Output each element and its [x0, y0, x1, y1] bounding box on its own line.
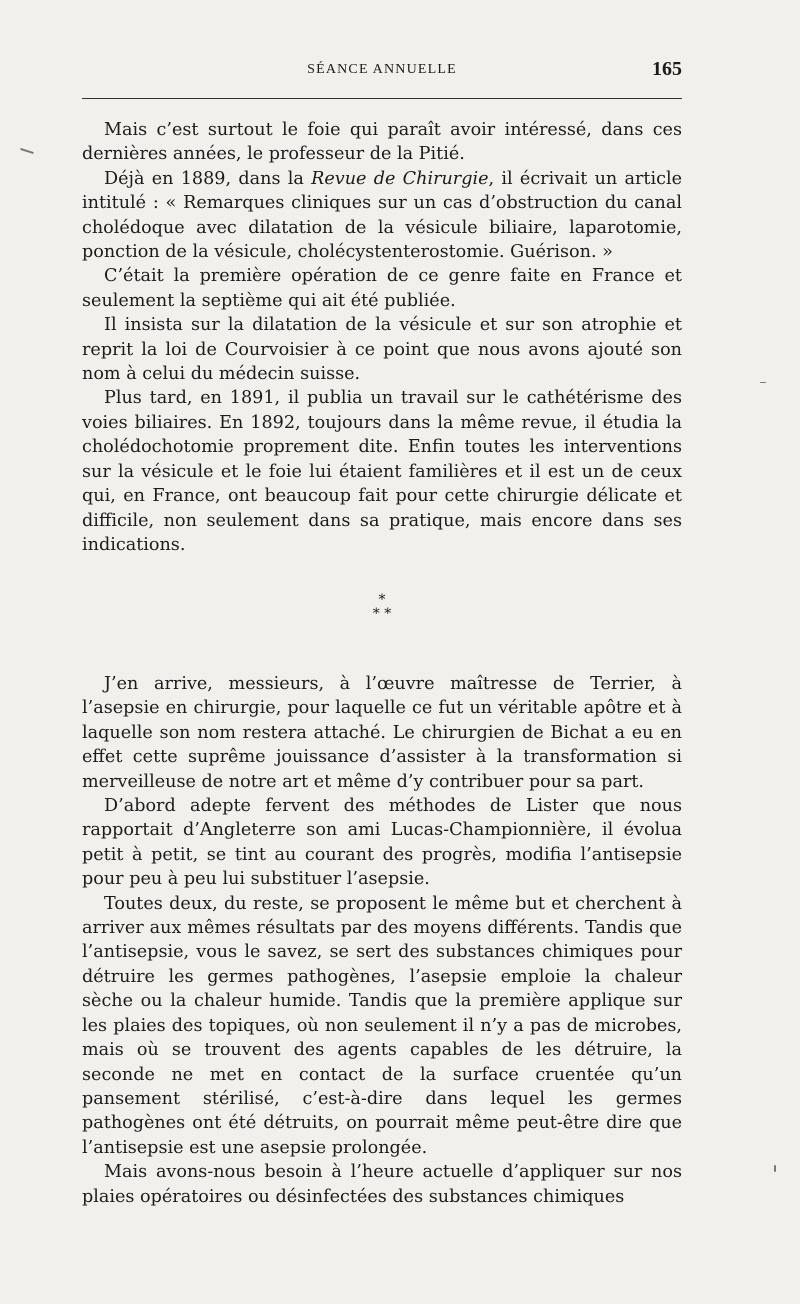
paragraph-text: Déjà en 1889, dans la [104, 168, 312, 189]
page-number: 165 [652, 58, 682, 80]
text-block-asepsis [82, 672, 682, 1209]
asterism-bottom: * * [372, 606, 392, 622]
paragraph: Toutes deux, du reste, se proposent le même but et cherchent à arriver aux mêmes résultats par des moyens différents. Tandis que l’antisepsie, vous le savez, se sert des substances chimiques pour détruire les germes pathogènes, l’asepsie emploie la chaleur sèche ou la chaleur humide. Tandis que la première applique sur les plaies des topiques, où non seulement il n’y a pas de microbes, mais où se trouvent des agents capables de les détruire, la seconde ne met en contact de la surface cruentée qu’un pansement stérilisé, c’est-à-dire dans lequel les germes pathogènes ont été détruits, on pourrait même peut-être dire que l’antisepsie est une asepsie prolongée. [82, 893, 682, 1158]
paragraph: C’était la première opération de ce genre faite en France et seulement la septième qui ait été publiée. [82, 266, 682, 311]
text-block-liver-surgery [82, 118, 682, 557]
paragraph: Mais c’est surtout le foie qui paraît avoir intéressé, dans ces dernières années, le professeur de la Pitié. [82, 120, 682, 165]
paragraph: Plus tard, en 1891, il publia un travail sur le cathétérisme des voies biliaires. En 1892, toujours dans la même revue, il étudia la cholédochotomie proprement dite. Enfin toutes les interventions sur la vésicule et le foie lui étaient familières et il est un de ceux qui, en France, ont beaucoup fait pour cette chirurgie délicate et difficile, non seulement dans sa pratique, mais encore dans ses indications. [82, 388, 682, 555]
paragraph-text: , il écrivait un article intitulé : « Remarques cliniques sur un cas d’obstruction du canal cholédoque avec dilatation de la vésicule biliaire, laparotomie, ponction de la vésicule, cholécystenterostomie. Guérison. » [82, 168, 683, 263]
paragraph: Mais avons-nous besoin à l’heure actuelle d’appliquer sur nos plaies opératoires ou désinfectées des substances chimiques [82, 1162, 682, 1207]
running-title: SÉANCE ANNUELLE [307, 62, 457, 77]
journal-title: Revue de Chirurgie [311, 168, 489, 189]
header-rule [82, 98, 682, 99]
print-speck [20, 148, 34, 154]
asterism-divider [82, 593, 682, 621]
print-speck [774, 1165, 776, 1172]
asterism-top: * [378, 592, 386, 608]
paragraph: J’en arrive, messieurs, à l’œuvre maîtresse de Terrier, à l’asepsie en chirurgie, pour laquelle ce fut un véritable apôtre et à laquelle son nom restera attaché. Le chirurgien de Bichat a eu en effet cette suprême jouissance d’assister à la transformation si merveilleuse de notre art et même d’y contribuer pour sa part. [82, 674, 682, 792]
paragraph: Il insista sur la dilatation de la vésicule et sur son atrophie et reprit la loi de Courvoisier à ce point que nous avons ajouté son nom à celui du médecin suisse. [82, 315, 682, 385]
running-head [82, 60, 682, 82]
paragraph [82, 167, 682, 265]
print-speck [760, 382, 766, 383]
paragraph: D’abord adepte fervent des méthodes de Lister que nous rapportait d’Angleterre son ami Lucas-Championnière, il évolua petit à petit, se tint au courant des progrès, modifia l’antisepsie pour peu à peu lui substituer l’asepsie. [82, 796, 682, 890]
